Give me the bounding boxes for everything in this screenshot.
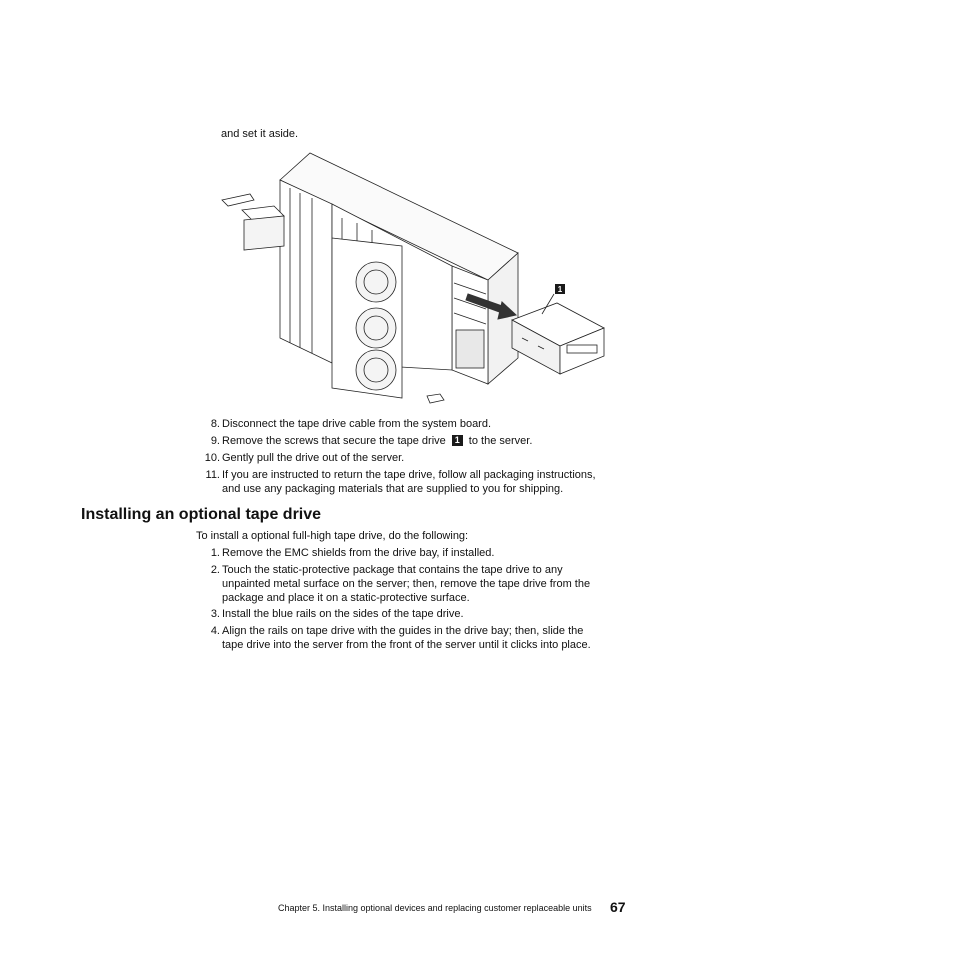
figure-callout: 1 bbox=[557, 285, 563, 294]
intro-continuation: and set it aside. bbox=[221, 128, 299, 140]
section-intro: To install a optional full-high tape drive, do the following: bbox=[196, 530, 469, 542]
section-heading: Installing an optional tape drive bbox=[81, 506, 322, 523]
server-tape-drive-figure bbox=[212, 148, 612, 410]
page-number: 67 bbox=[610, 899, 626, 915]
callout-marker: 1 bbox=[452, 435, 463, 446]
footer-chapter: Chapter 5. Installing optional devices and replacing customer replaceable units bbox=[278, 903, 592, 913]
